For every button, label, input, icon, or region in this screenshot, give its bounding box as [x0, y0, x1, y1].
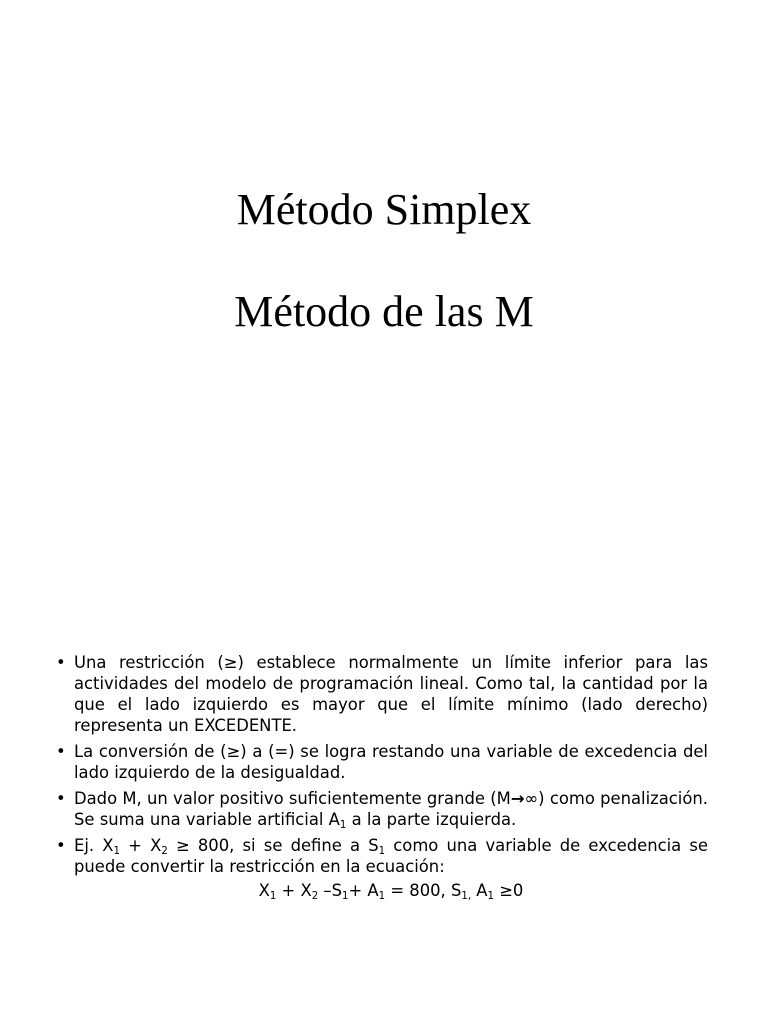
slide-title	[0, 186, 768, 337]
equation: $X_1 + X_2$ $-S_1+ A_1 = 800$, $S_{1,}$ $A_1 \ge 0$	[258, 881, 524, 903]
arrow-right-icon: →	[510, 789, 525, 808]
bullet-icon: •	[56, 789, 66, 808]
bullet-text: Dado M, un valor positivo suficientemente grande (M→∞) como penalización. Se suma una variable artificial $A_1$ a la parte izquierda.	[74, 789, 708, 832]
title-line-metodo-m: Método de las M	[234, 287, 534, 337]
bullet-text: Una restricción (≥) establece normalmente un límite inferior para las actividades del modelo de programación lineal. Como tal, la cantidad por la que el lado izquierdo es mayor que el límite mínimo (lado derecho) representa un EXCEDENTE.	[74, 653, 708, 735]
bullet-icon: •	[56, 836, 66, 855]
bullet-restriccion	[56, 652, 708, 736]
infinity-symbol: ∞	[524, 789, 539, 808]
title-line-simplex: Método Simplex	[236, 185, 532, 234]
bullet-ejemplo	[56, 835, 708, 901]
bullet-list	[56, 652, 708, 906]
bullet-icon: •	[56, 742, 66, 761]
bullet-icon: •	[56, 653, 66, 672]
bullet-text: Ej. $X_1 + X_2 \ge 800$, si se define a $S_1$ como una variable de excedencia se puede convertir la restricción en la ecuación:	[74, 836, 709, 876]
bullet-penalizacion	[56, 788, 708, 830]
bullet-conversion	[56, 741, 708, 783]
bullet-text: La conversión de (≥) a (=) se logra restando una variable de excedencia del lado izquierdo de la desigualdad.	[74, 742, 708, 782]
